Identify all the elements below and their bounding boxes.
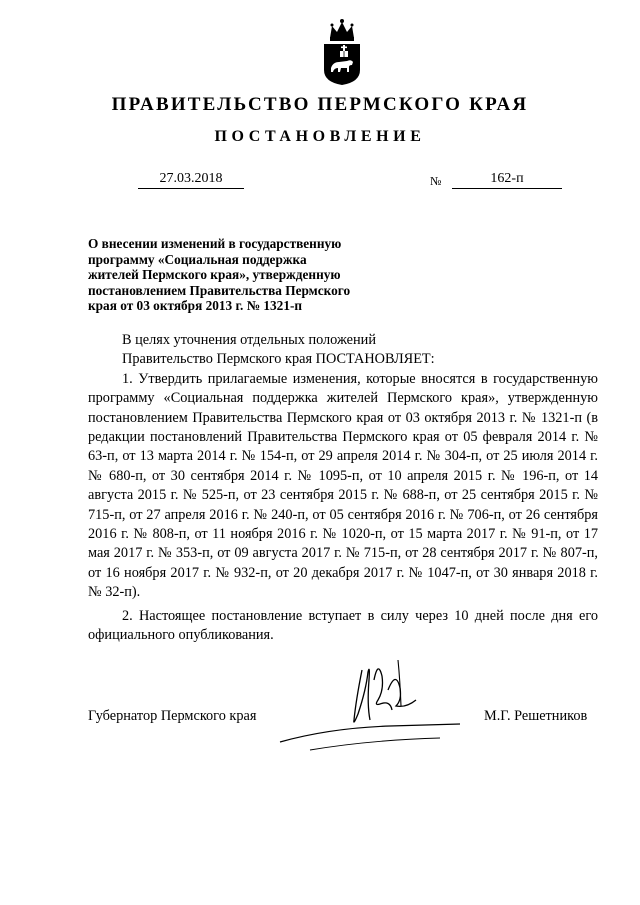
handwritten-signature <box>270 650 470 760</box>
subject-line: края от 03 октября 2013 г. № 1321-п <box>88 298 303 313</box>
decree-item-1: 1. Утвердить прилагаемые изменения, которые вносятся в государственную программу «Социальная поддержка жителей Пермского края», утвержденную постановлением Правительства Пермского края от 03 октября 2013 г. № 1321-п (в редакции постановлений Правительства Пермского края от 05 февраля 2014 г. № 63-п, от 13 марта 2014 г. № 154-п, от 29 апреля 2014 г. № 304-п, от 25 июля 2014 г. № 680-п, от 30 сентября 2014 г. № 1095-п, от 10 апреля 2015 г. № 196-п, от 14 августа 2015 г. № 525-п, от 23 сентября 2015 г. № 688-п, от 25 сентября 2015 г. № 715-п, от 27 апреля 2016 г. № 240-п, от 05 сентября 2016 г. № 706-п, от 26 сентября 2016 г. № 808-п, от 11 ноября 2016 г. № 1020-п, от 15 марта 2017 г. № 91-п, от 17 мая 2017 г. № 353-п, от 09 августа 2017 г. № 715-п, от 28 сентября 2017 г. № 807-п, от 16 ноября 2017 г. № 932-п, от 20 декабря 2017 г. № 1047-п, от 30 января 2018 г. № 32-п). <box>88 370 598 601</box>
perm-krai-coat-of-arms-icon <box>322 18 362 86</box>
document-type: ПОСТАНОВЛЕНИЕ <box>214 128 426 145</box>
decree-item-2: 2. Настоящее постановление вступает в силу через 10 дней после дня его официального опубликования. <box>88 607 598 644</box>
preamble-decree: Правительство Пермского края ПОСТАНОВЛЯЕТ: <box>122 351 435 368</box>
preamble-line: В целях уточнения отдельных положений <box>122 332 376 348</box>
government-title: ПРАВИТЕЛЬСТВО ПЕРМСКОГО КРАЯ <box>111 94 529 115</box>
signatory-position: Губернатор Пермского края <box>88 708 257 724</box>
document-body <box>88 331 598 646</box>
number-sign: № <box>430 174 442 188</box>
document-subject <box>88 236 388 314</box>
document-date: 27.03.2018 <box>138 170 244 189</box>
subject-line: постановлением Правительства Пермского <box>88 282 351 298</box>
subject-line: О внесении изменений в государственную <box>88 236 342 251</box>
signatory-name: М.Г. Решетников <box>484 708 588 724</box>
document-number: 162-п <box>452 170 562 189</box>
subject-line: жителей Пермского края», утвержденную <box>88 267 341 282</box>
subject-line: программу «Социальная поддержка <box>88 251 307 267</box>
